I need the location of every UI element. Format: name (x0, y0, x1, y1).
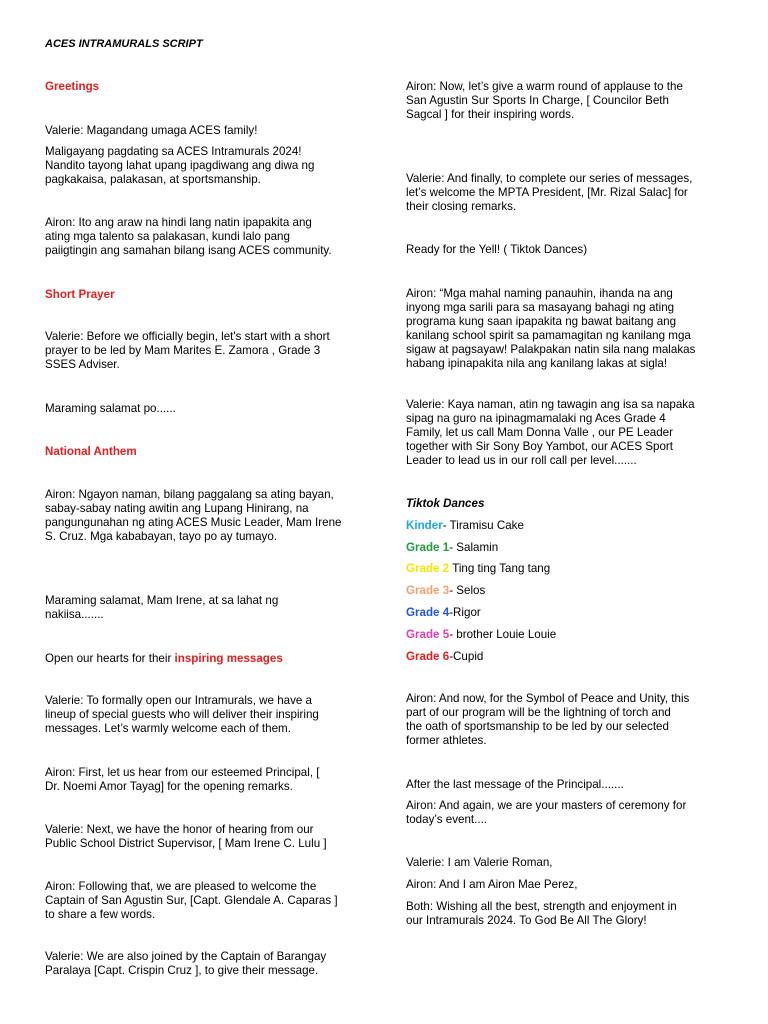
paragraph: Airon: Now, let’s give a warm round of applause to the San Agustin Sur Sports In Charge, [ Councilor Beth Sagcal ] for their inspiring words. (406, 80, 683, 121)
paragraph: Valerie: Kaya naman, atin ng tawagin ang isa sa napaka sipag na guro na ipinagmamalaki ng Aces Grade 4 Family, let us call Mam Donna Valle , our PE Leader together with Sir Sony Boy Yambot, our ACES Sport Leader to lead us in our roll call per level....... (406, 398, 695, 467)
paragraph: Valerie: Next, we have the honor of hearing from our Public School District Supervisor, [ Mam Irene C. Lulu ] (45, 823, 327, 850)
paragraph-prefix: Open our hearts for their (45, 652, 175, 665)
paragraph: After the last message of the Principal....... (406, 778, 624, 791)
paragraph: Airon: Ito ang araw na hindi lang natin ipapakita ang ating mga talento sa palakasan, kundi lalo pang paiigtingin ang samahan bilang isang ACES community. (45, 216, 332, 257)
paragraph: Airon: First, let us hear from our esteemed Principal, [ Dr. Noemi Amor Tayag] for the opening remarks. (45, 766, 320, 793)
paragraph: Maraming salamat, Mam Irene, at sa lahat ng nakiisa....... (45, 594, 279, 621)
dance-song: - Salamin (449, 541, 499, 554)
tiktok-dances-heading: Tiktok Dances (406, 497, 485, 510)
dance-item-grade-1 (406, 541, 498, 555)
paragraph: Airon: “Mga mahal naming panauhin, ihanda na ang inyong mga sarili para sa masayang bahagi ng ating programa kung saan ipapakita ng bawat baitang ang kanilang school spirit sa pamamagitan ng kanilang mga sigaw at pagsayaw! Palakpakan natin sila nang malakas habang ipinapakita nila ang kanilang lakas at sigla! (406, 287, 696, 370)
paragraph: Valerie: We are also joined by the Captain of Barangay Paralaya [Capt. Crispin Cruz ], to give their message. (45, 950, 327, 977)
paragraph: Airon: And now, for the Symbol of Peace and Unity, this part of our program will be the lightning of torch and the oath of sportsmanship to be led by our selected former athletes. (406, 692, 690, 747)
dance-song: Ting ting Tang tang (449, 562, 551, 575)
paragraph: Valerie: And finally, to complete our series of messages, let’s welcome the MPTA President, [Mr. Rizal Salac] for their closing remarks. (406, 172, 693, 213)
paragraph: Airon: Following that, we are pleased to welcome the Captain of San Agustin Sur, [Capt. Glendale A. Caparas ] to share a few words. (45, 880, 338, 921)
dance-item-grade-4 (406, 606, 481, 620)
short-prayer-heading: Short Prayer (45, 288, 115, 301)
grade-label: Grade 3 (406, 584, 450, 597)
grade-label: Grade 4 (406, 606, 450, 619)
paragraph: Valerie: Before we officially begin, let's start with a short prayer to be led by Mam Marites E. Zamora , Grade 3 SSES Adviser. (45, 330, 330, 371)
dance-song: - brother Louie Louie (449, 628, 557, 641)
dance-item-grade-3 (406, 584, 485, 598)
paragraph: Ready for the Yell! ( Tiktok Dances) (406, 243, 588, 256)
grade-label: Grade 1 (406, 541, 450, 554)
paragraph: Maraming salamat po...... (45, 402, 176, 415)
dance-song: - Selos (449, 584, 486, 597)
dance-item-grade-6 (406, 650, 483, 664)
dance-item-grade-5 (406, 628, 556, 642)
national-anthem-heading: National Anthem (45, 445, 137, 458)
grade-label: Grade 2 (406, 562, 450, 575)
greetings-heading: Greetings (45, 80, 100, 93)
grade-label: Grade 6 (406, 650, 450, 663)
paragraph: Valerie: I am Valerie Roman, (406, 856, 553, 869)
paragraph: Airon: And again, we are your masters of ceremony for today’s event.... (406, 799, 687, 826)
dance-item-kinder (406, 519, 524, 533)
grade-label: Kinder (406, 519, 443, 532)
document-title: ACES INTRAMURALS SCRIPT (45, 38, 203, 50)
inspiring-messages-highlight: inspiring messages (174, 652, 283, 665)
dance-item-grade-2 (406, 562, 550, 576)
paragraph: Valerie: Magandang umaga ACES family! (45, 124, 258, 137)
paragraph: Valerie: To formally open our Intramurals, we have a lineup of special guests who will deliver their inspiring messages. Let’s warmly welcome each of them. (45, 694, 319, 735)
dance-song: -Rigor (449, 606, 481, 619)
paragraph: Maligayang pagdating sa ACES Intramurals 2024! Nandito tayong lahat upang ipagdiwang ang diwa ng pagkakaisa, palakasan, at sportsmanship. (45, 145, 315, 186)
paragraph: Airon: Ngayon naman, bilang paggalang sa ating bayan, sabay-sabay nating awitin ang Lupang Hinirang, na pangungunahan ng ating ACES Music Leader, Mam Irene S. Cruz. Mga kababayan, tayo po ay tumayo. (45, 488, 342, 543)
dance-song: - Tiramisu Cake (442, 519, 524, 532)
grade-label: Grade 5 (406, 628, 450, 641)
paragraph: Both: Wishing all the best, strength and enjoyment in our Intramurals 2024. To God Be All The Glory! (406, 900, 677, 927)
paragraph: Airon: And I am Airon Mae Perez, (406, 878, 578, 891)
dance-song: -Cupid (449, 650, 484, 663)
paragraph (45, 652, 283, 666)
